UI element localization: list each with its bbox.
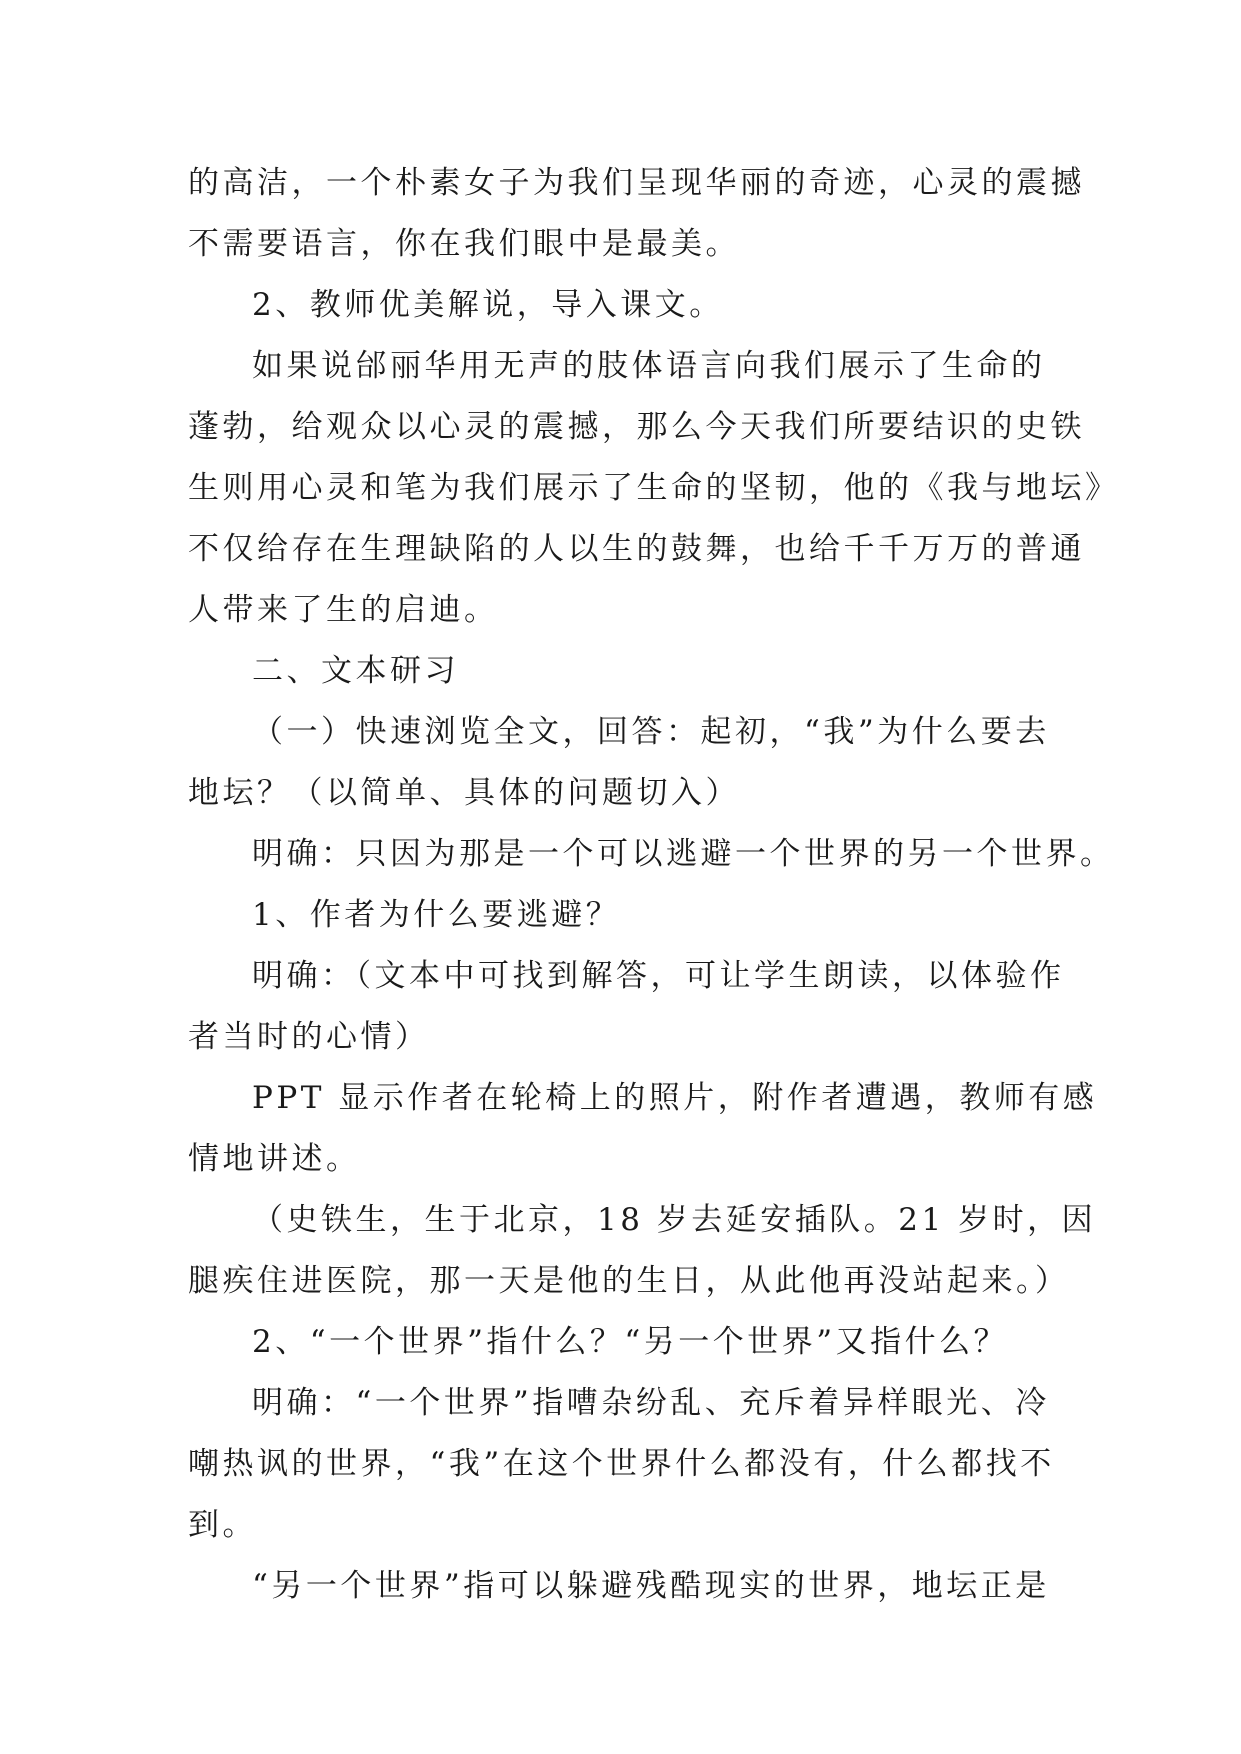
text-line: 生则用心灵和笔为我们展示了生命的坚韧，他的《我与地坛》 bbox=[188, 470, 1120, 506]
text-line: 的高洁，一个朴素女子为我们呈现华丽的奇迹，心灵的震撼 bbox=[188, 165, 1085, 201]
text-line: 到。 bbox=[188, 1507, 257, 1543]
text-line: 地坛？（以简单、具体的问题切入） bbox=[188, 775, 740, 811]
text-line: 明确：（文本中可找到解答，可让学生朗读，以体验作 bbox=[252, 958, 1065, 994]
text-line: 明确：只因为那是一个可以逃避一个世界的另一个世界。 bbox=[252, 836, 1115, 872]
text-line: （史铁生，生于北京，18 岁去延安插队。21 岁时，因 bbox=[252, 1202, 1097, 1238]
text-line: 不需要语言，你在我们眼中是最美。 bbox=[188, 226, 740, 262]
text-line: 腿疾住进医院，那一天是他的生日，从此他再没站起来。） bbox=[188, 1263, 1070, 1299]
text-line: PPT 显示作者在轮椅上的照片，附作者遭遇，教师有感 bbox=[252, 1080, 1098, 1116]
text-line: 1、作者为什么要逃避？ bbox=[252, 897, 621, 933]
text-line: 情地讲述。 bbox=[188, 1141, 361, 1177]
text-line: 2、“一个世界”指什么？“另一个世界”又指什么？ bbox=[252, 1324, 1009, 1360]
section-heading: 二、文本研习 bbox=[252, 653, 459, 689]
text-line: 者当时的心情） bbox=[188, 1019, 430, 1055]
text-line: 蓬勃，给观众以心灵的震撼，那么今天我们所要结识的史铁 bbox=[188, 409, 1085, 445]
text-line: 明确：“一个世界”指嘈杂纷乱、充斥着异样眼光、冷 bbox=[252, 1385, 1050, 1421]
document-body bbox=[188, 153, 1120, 1617]
text-line: “另一个世界”指可以躲避残酷现实的世界，地坛正是 bbox=[252, 1568, 1050, 1604]
text-line: 嘲热讽的世界，“我”在这个世界什么都没有，什么都找不 bbox=[188, 1446, 1055, 1482]
text-line: 人带来了生的启迪。 bbox=[188, 592, 499, 628]
text-line: 2、教师优美解说，导入课文。 bbox=[252, 287, 724, 323]
text-line: （一）快速浏览全文，回答：起初，“我”为什么要去 bbox=[252, 714, 1050, 750]
text-line: 不仅给存在生理缺陷的人以生的鼓舞，也给千千万万的普通 bbox=[188, 531, 1085, 567]
text-line: 如果说邰丽华用无声的肢体语言向我们展示了生命的 bbox=[252, 348, 1046, 384]
